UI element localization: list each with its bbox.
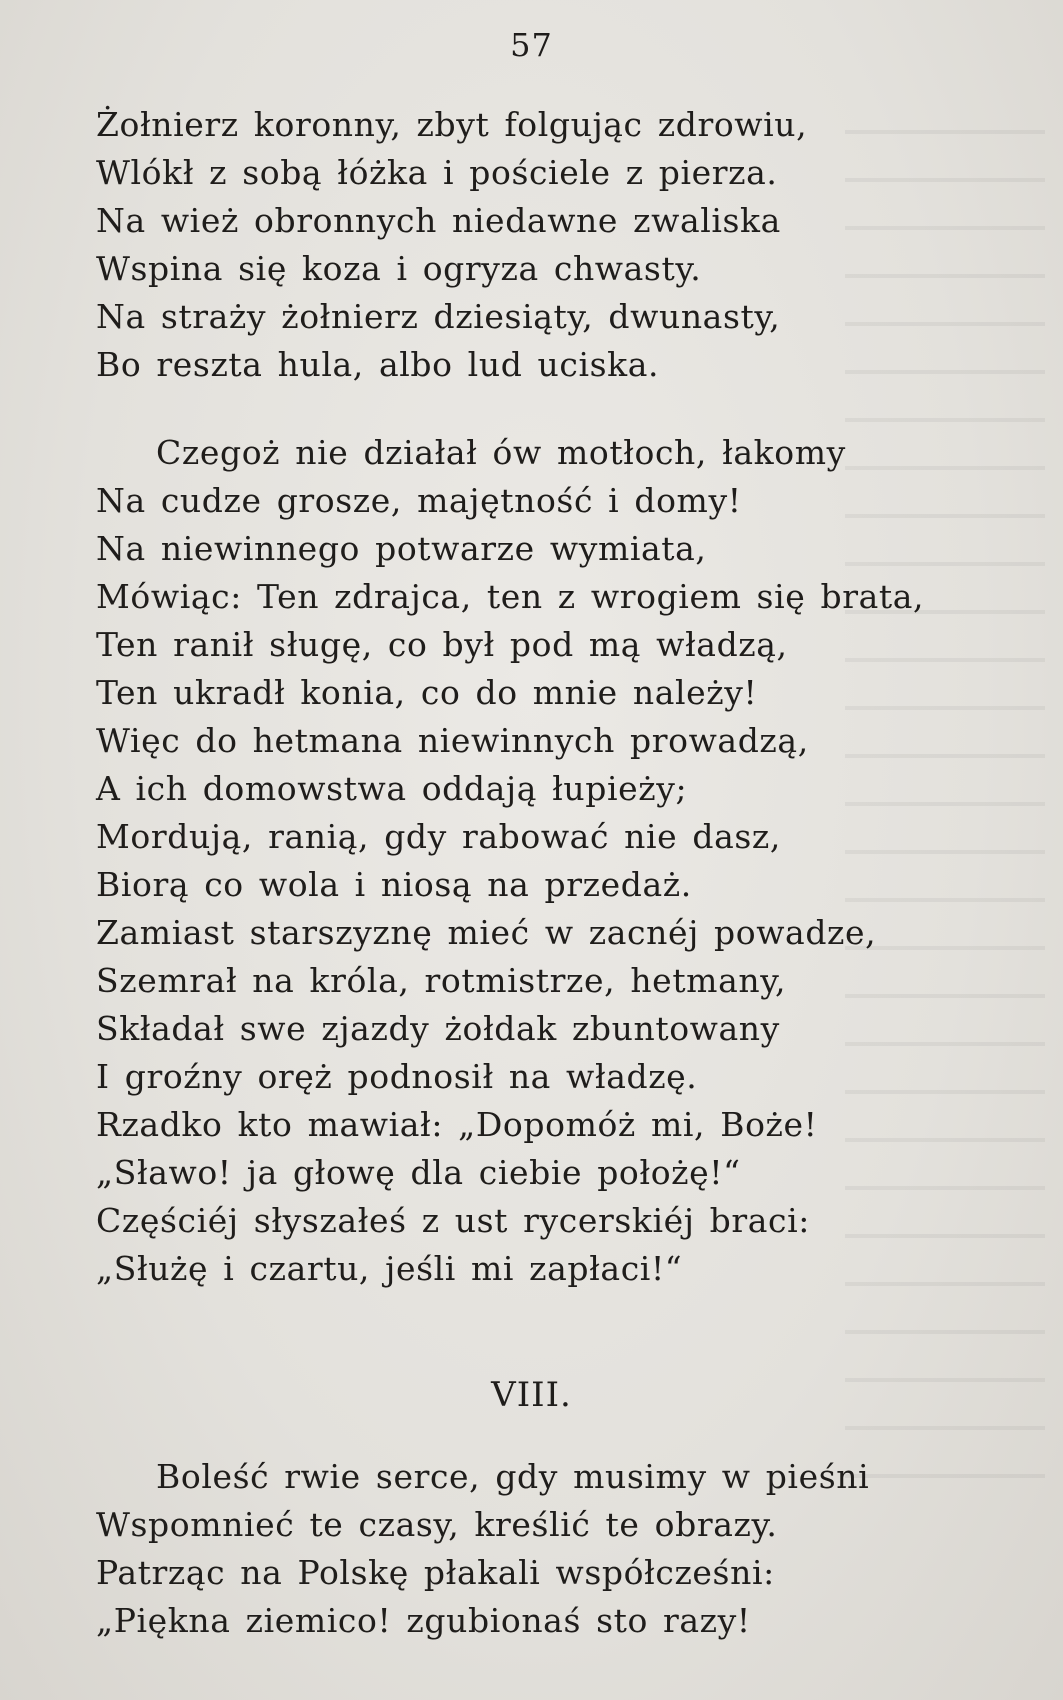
poem-line: Mówiąc: Ten zdrajca, ten z wrogiem się brata, [96, 577, 925, 616]
poem-line: Na cudze grosze, majętność i domy! [96, 481, 742, 520]
poem-line: Rzadko kto mawiał: „Dopomóż mi, Boże! [96, 1105, 818, 1144]
poem-line: Na straży żołnierz dziesiąty, dwunasty, [96, 297, 781, 336]
poem-line: „Sławo! ja głowę dla ciebie położę!“ [96, 1153, 741, 1192]
poem-line: „Służę i czartu, jeśli mi zapłaci!“ [96, 1249, 683, 1288]
poem-line: Składał swe zjazdy żołdak zbuntowany [96, 1009, 780, 1048]
page-number: 57 [510, 26, 553, 64]
poem-line: Czegoż nie działał ów motłoch, łakomy [156, 433, 846, 472]
poem-line: Ten ranił sługę, co był pod mą władzą, [96, 625, 788, 664]
poem-line: Żołnierz koronny, zbyt folgując zdrowiu, [96, 105, 808, 144]
poem-line: Ten ukradł konia, co do mnie należy! [96, 673, 758, 712]
poem-line: Boleść rwie serce, gdy musimy w pieśni [156, 1457, 870, 1496]
poem-line: Biorą co wola i niosą na przedaż. [96, 865, 692, 904]
poem-line: Patrząc na Polskę płakali współcześni: [96, 1553, 775, 1592]
poem-line: Więc do hetmana niewinnych prowadzą, [96, 721, 809, 760]
section-heading: VIII. [491, 1375, 572, 1415]
poem-line: A ich domowstwa oddają łupieży; [96, 769, 688, 808]
poem-line: Mordują, ranią, gdy rabować nie dasz, [96, 817, 781, 856]
poem-line: Wlókł z sobą łóżka i pościele z pierza. [96, 153, 778, 192]
poem-line: „Piękna ziemico! zgubionaś sto razy! [96, 1601, 751, 1640]
bleed-through-shadow [845, 100, 1045, 1500]
poem-line: Szemrał na króla, rotmistrze, hetmany, [96, 961, 787, 1000]
poem-line: I groźny oręż podnosił na władzę. [96, 1057, 698, 1096]
poem-line: Zamiast starszyznę mieć w zacnéj powadze, [96, 913, 877, 952]
poem-line: Wspina się koza i ogryza chwasty. [96, 249, 702, 288]
poem-line: Wspomnieć te czasy, kreślić te obrazy. [96, 1505, 778, 1544]
poem-line: Na wież obronnych niedawne zwaliska [96, 201, 781, 240]
poem-line: Na niewinnego potwarze wymiata, [96, 529, 707, 568]
poem-line: Częściéj słyszałeś z ust rycerskiéj braci: [96, 1201, 810, 1240]
poem-line: Bo reszta hula, albo lud uciska. [96, 345, 660, 384]
